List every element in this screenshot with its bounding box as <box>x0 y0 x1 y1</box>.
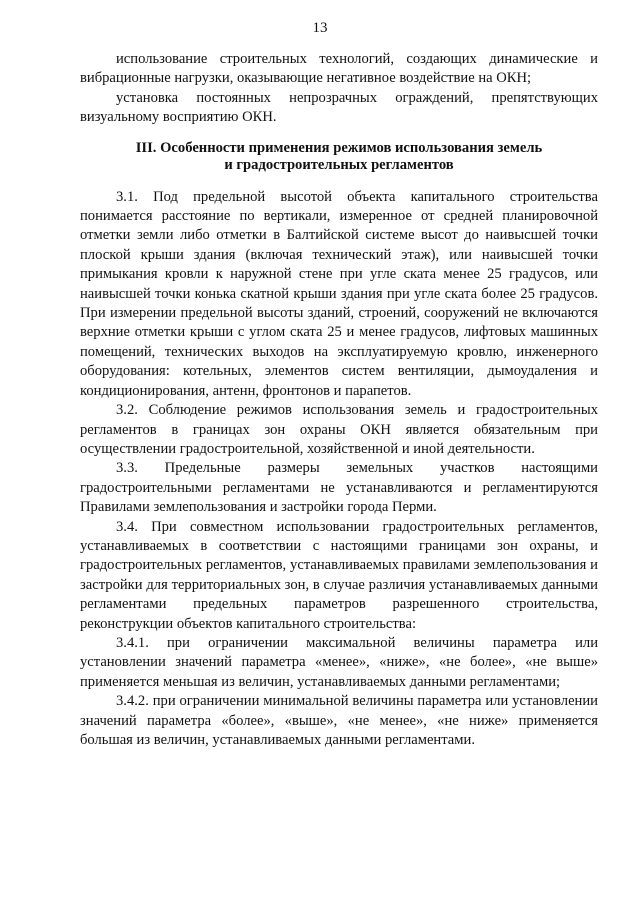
section-heading <box>80 140 598 174</box>
intro-paragraph-2: установка постоянных непрозрачных ограждений, препятствующих визуальному восприятию ОКН. <box>80 89 598 126</box>
paragraph-3-4: 3.4. При совместном использовании градостроительных регламентов, устанавливаемых в соответствии с настоящими границами зон охраны, и градостроительных регламентов, устанавливаемых правилами землепользования и застройки для территориальных зон, в случае различия устанавливаемых данными регламентами предельных параметров разрешенного строительства, реконструкции объектов капитального строительства: <box>80 518 598 632</box>
section-heading-line-1: III. Особенности применения режимов использования земель <box>135 139 543 156</box>
document-body <box>80 50 598 750</box>
paragraph-3-1: 3.1. Под предельной высотой объекта капитального строительства понимается расстояние по вертикали, измеренное от средней планировочной отметки земли либо отметки в Балтийской системе высот до наивысшей точки плоской крыши здания (включая технический этаж), или наивысшей точки примыкания кровли к наружной стене при угле ската менее 25 градусов, или наивысшей точки конька скатной крыши здания при угле ската более 25 градусов. При измерении предельной высоты зданий, строений, сооружений не включаются верхние отметки крыши с углом ската 25 и менее градусов, лифтовых машинных помещений, технических выходов на эксплуатируемую кровлю, инженерного оборудования: котельных, элементов систем вентиляции, дымоудаления и кондиционирования, антенн, фронтонов и парапетов. <box>80 188 598 399</box>
page-number: 13 <box>312 20 328 36</box>
paragraph-3-2: 3.2. Соблюдение режимов использования земель и градостроительных регламентов в границах зон охраны ОКН является обязательным при осуществлении градостроительной, хозяйственной и иной деятельности. <box>80 402 598 457</box>
paragraph-3-3: 3.3. Предельные размеры земельных участков настоящими градостроительными регламентами не устанавливаются и регламентируются Правилами землепользования и застройки города Перми. <box>80 460 598 516</box>
paragraph-3-4-1: 3.4.1. при ограничении максимальной величины параметра или установлении значений параметра «менее», «ниже», «не более», «не выше» применяется меньшая из величин, устанавливаемых данными регламентами; <box>80 634 598 690</box>
section-heading-line-2: и градостроительных регламентов <box>224 156 454 173</box>
paragraph-3-4-2: 3.4.2. при ограничении минимальной величины параметра или установлении значений параметра «более», «выше», «не менее», «не ниже» применяется большая из величин, устанавливаемых данными регламентами. <box>80 693 598 748</box>
intro-paragraph-1: использование строительных технологий, создающих динамические и вибрационные нагрузки, оказывающие негативное воздействие на ОКН; <box>80 51 598 87</box>
